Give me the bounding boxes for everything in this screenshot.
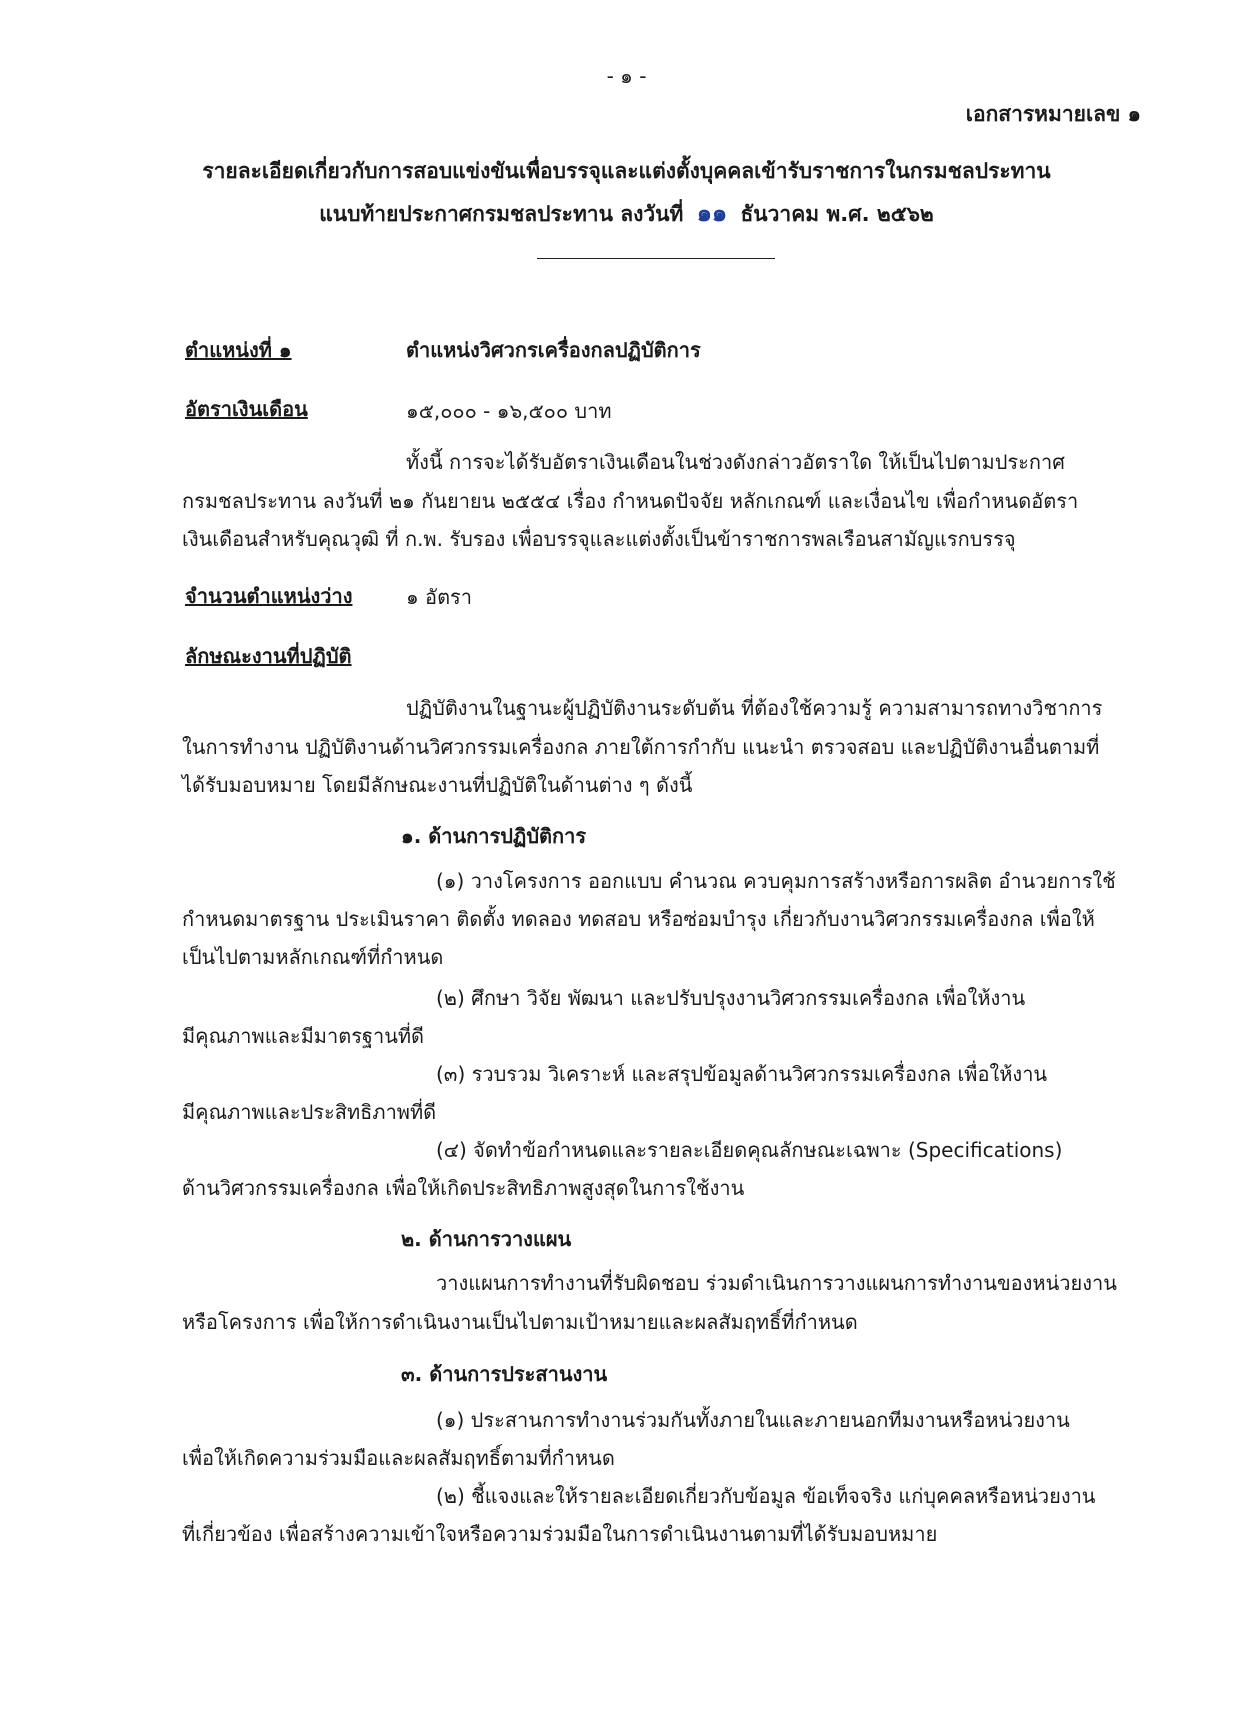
section-item: (๓) รวบรวม วิเคราะห์ และสรุปข้อมูลด้านวิศวกรรมเครื่องกล เพื่อให้งาน [436, 1062, 1048, 1086]
section-heading: ๑. ด้านการปฏิบัติการ [401, 824, 587, 848]
salary-label: อัตราเงินเดือน [185, 397, 308, 421]
title-divider [537, 258, 775, 259]
section-item: (๑) วางโครงการ ออกแบบ คำนวณ ควบคุมการสร้างหรือการผลิต อำนวยการใช้ [436, 869, 1116, 893]
document-number: เอกสารหมายเลข ๑ [965, 102, 1141, 126]
document-title: รายละเอียดเกี่ยวกับการสอบแข่งขันเพื่อบรรจุและแต่งตั้งบุคคลเข้ารับราชการในกรมชลประทาน [202, 159, 1051, 183]
section-item: (๑) ประสานการทำงานร่วมกันทั้งภายในและภายนอกทีมงานหรือหน่วยงาน [436, 1408, 1070, 1432]
vacancy-label: จำนวนตำแหน่งว่าง [185, 584, 353, 608]
page-number: - ๑ - [606, 64, 647, 88]
section-item: (๒) ศึกษา วิจัย พัฒนา และปรับปรุงงานวิศวกรรมเครื่องกล เพื่อให้งาน [436, 986, 1026, 1010]
announcement-day: ๑๑ [696, 199, 728, 227]
salary-note-line: เงินเดือนสำหรับคุณวุฒิ ที่ ก.พ. รับรอง เพื่อบรรจุและแต่งตั้งเป็นข้าราชการพลเรือนสามัญแรกบรรจุ [182, 527, 1016, 551]
section-item-continuation: มีคุณภาพและประสิทธิภาพที่ดี [182, 1100, 437, 1124]
vacancy-value: ๑ อัตรา [406, 585, 473, 609]
salary-note-line: กรมชลประทาน ลงวันที่ ๒๑ กันยายน ๒๕๕๔ เรื่อง กำหนดปัจจัย หลักเกณฑ์ และเงื่อนไข เพื่อกำหนดอัตรา [182, 489, 1079, 513]
section-text-line: วางแผนการทำงานที่รับผิดชอบ ร่วมดำเนินการวางแผนการทำงานของหน่วยงาน [436, 1271, 1117, 1295]
duties-intro-line: ในการทำงาน ปฏิบัติงานด้านวิศวกรรมเครื่องกล ภายใต้การกำกับ แนะนำ ตรวจสอบ และปฏิบัติงานอื่นตามที่ [182, 735, 1100, 759]
duties-label: ลักษณะงานที่ปฏิบัติ [185, 644, 352, 668]
position-value: ตำแหน่งวิศวกรเครื่องกลปฏิบัติการ [406, 338, 701, 362]
section-item-continuation: กำหนดมาตรฐาน ประเมินราคา ติดตั้ง ทดลอง ทดสอบ หรือซ่อมบำรุง เกี่ยวกับงานวิศวกรรมเครื่องกล เพื่อให้ [182, 907, 1095, 931]
duties-intro-line: ได้รับมอบหมาย โดยมีลักษณะงานที่ปฏิบัติในด้านต่าง ๆ ดังนี้ [182, 773, 693, 797]
section-item: (๔) จัดทำข้อกำหนดและรายละเอียดคุณลักษณะเฉพาะ (Specifications) [436, 1138, 1063, 1162]
section-text-line: หรือโครงการ เพื่อให้การดำเนินงานเป็นไปตามเป้าหมายและผลสัมฤทธิ์ที่กำหนด [182, 1310, 858, 1334]
salary-value: ๑๕,๐๐๐ - ๑๖,๕๐๐ บาท [406, 399, 612, 423]
salary-note-line: ทั้งนี้ การจะได้รับอัตราเงินเดือนในช่วงดังกล่าวอัตราใด ให้เป็นไปตามประกาศ [406, 450, 1065, 474]
section-item-continuation: ด้านวิศวกรรมเครื่องกล เพื่อให้เกิดประสิทธิภาพสูงสุดในการใช้งาน [182, 1176, 745, 1200]
section-item-continuation: เพื่อให้เกิดความร่วมมือและผลสัมฤทธิ์ตามที่กำหนด [182, 1446, 615, 1470]
subtitle-suffix: ธันวาคม พ.ศ. ๒๕๖๒ [740, 202, 934, 226]
section-heading: ๒. ด้านการวางแผน [401, 1227, 572, 1251]
section-item-continuation: เป็นไปตามหลักเกณฑ์ที่กำหนด [182, 945, 444, 969]
section-item-continuation: มีคุณภาพและมีมาตรฐานที่ดี [182, 1024, 425, 1048]
subtitle-prefix: แนบท้ายประกาศกรมชลประทาน ลงวันที่ [319, 202, 684, 226]
duties-intro-line: ปฏิบัติงานในฐานะผู้ปฏิบัติงานระดับต้น ที่ต้องใช้ความรู้ ความสามารถทางวิชาการ [406, 696, 1103, 720]
section-item: (๒) ชี้แจงและให้รายละเอียดเกี่ยวกับข้อมูล ข้อเท็จจริง แก่บุคคลหรือหน่วยงาน [436, 1484, 1096, 1508]
position-label: ตำแหน่งที่ ๑ [185, 338, 292, 362]
section-item-continuation: ที่เกี่ยวข้อง เพื่อสร้างความเข้าใจหรือความร่วมมือในการดำเนินงานตามที่ได้รับมอบหมาย [182, 1522, 938, 1546]
document-subtitle [0, 193, 1253, 232]
section-heading: ๓. ด้านการประสานงาน [401, 1362, 608, 1386]
